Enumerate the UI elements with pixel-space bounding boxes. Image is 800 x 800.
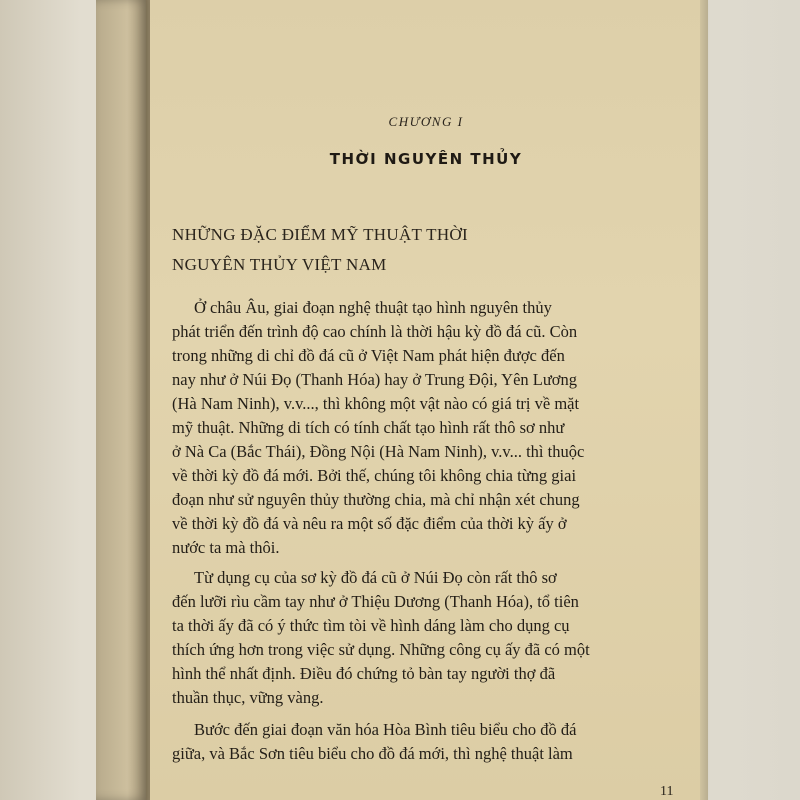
section-title bbox=[172, 220, 602, 280]
section-title-line: NHỮNG ĐẶC ĐIỂM MỸ THUẬT THỜI bbox=[172, 225, 468, 244]
body-line: về thời kỳ đồ đá và nêu ra một số đặc điểm của thời kỳ ấy ở bbox=[172, 514, 567, 533]
body-line: (Hà Nam Ninh), v.v..., thì không một vật nào có giá trị về mặt bbox=[172, 394, 580, 413]
body-line: mỹ thuật. Những di tích có tính chất tạo hình rất thô sơ như bbox=[172, 418, 565, 437]
body-line: ở Nà Ca (Bắc Thái), Đồng Nội (Hà Nam Ninh), v.v... thì thuộc bbox=[172, 442, 585, 461]
body-line: Ở châu Âu, giai đoạn nghệ thuật tạo hình nguyên thủy bbox=[194, 298, 552, 317]
body-line: đoạn như sử nguyên thủy thường chia, mà chỉ nhận xét chung bbox=[172, 490, 580, 509]
body-line: Bước đến giai đoạn văn hóa Hòa Bình tiêu biểu cho đồ đá bbox=[194, 720, 577, 739]
chapter-label: CHƯƠNG I bbox=[388, 114, 464, 129]
body-line: nước ta mà thôi. bbox=[172, 538, 280, 557]
body-line: về thời kỳ đồ đá mới. Bởi thế, chúng tôi không chia từng giai bbox=[172, 466, 577, 485]
body-line: hình thể nhất định. Điều đó chứng tỏ bàn tay người thợ đã bbox=[172, 664, 556, 683]
body-line: thích ứng hơn trong việc sử dụng. Những công cụ ấy đã có một bbox=[172, 640, 590, 659]
body-line: thuần thục, vững vàng. bbox=[172, 688, 324, 707]
body-line: đến lưỡi rìu cầm tay như ở Thiệu Dương (Thanh Hóa), tổ tiên bbox=[172, 592, 579, 611]
body-line: trong những di chỉ đồ đá cũ ở Việt Nam phát hiện được đến bbox=[172, 346, 565, 365]
body-line: phát triển đến trình độ cao chính là thời hậu kỳ đồ đá cũ. Còn bbox=[172, 322, 578, 341]
body-line: Từ dụng cụ của sơ kỳ đồ đá cũ ở Núi Đọ còn rất thô sơ bbox=[194, 568, 557, 587]
body-line: giữa, và Bắc Sơn tiêu biểu cho đồ đá mới, thì nghệ thuật làm bbox=[172, 744, 573, 763]
section-title-line: NGUYÊN THỦY VIỆT NAM bbox=[172, 255, 387, 274]
body-line: ta thời ấy đã có ý thức tìm tòi về hình dáng làm cho dụng cụ bbox=[172, 616, 570, 635]
body-line: nay như ở Núi Đọ (Thanh Hóa) hay ở Trung Đội, Yên Lương bbox=[172, 370, 578, 389]
chapter-title: THỜI NGUYÊN THỦY bbox=[329, 150, 523, 168]
left-page-edge bbox=[96, 0, 148, 800]
page-number: 11 bbox=[660, 784, 674, 799]
